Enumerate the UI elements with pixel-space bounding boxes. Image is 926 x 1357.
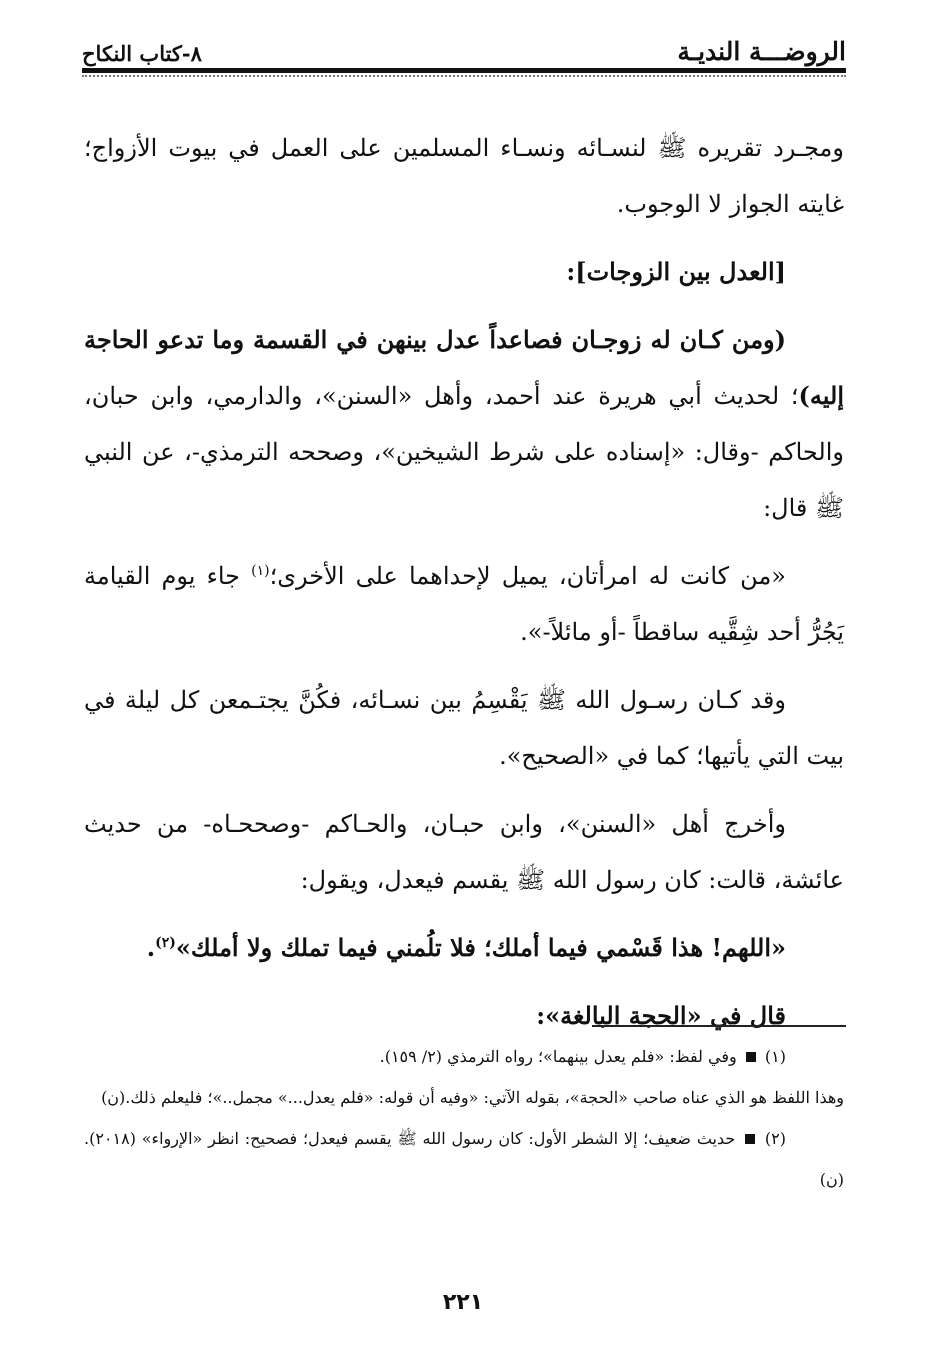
chapter-title: ٨-كتاب النكاح xyxy=(82,41,202,66)
hadith-2-text: «اللهم! هذا قَسْمي فيما أملك؛ فلا تلُمني فيما تملك ولا أملك» xyxy=(175,933,786,962)
paragraph-1: ومجـرد تقريره ﷺ لنسـائه ونسـاء المسلمين على العمل في بيوت الأزواج؛ غايته الجواز لا الوجوب. xyxy=(84,134,844,218)
footnote-1-line-1 xyxy=(84,1036,844,1077)
commentary-text: ؛ لحديث أبي هريرة عند أحمد، وأهل «السنن»، والدارمي، وابن حبان، والحاكم -وقال: «إسناده على شرط الشيخين»، وصححه الترمذي-، عن النبي ﷺ قال: xyxy=(84,382,844,522)
footnote-2-text: حديث ضعيف؛ إلا الشطر الأول: كان رسول الله ﷺ يقسم فيعدل؛ فصحيح: انظر «الإرواء» (٢٠١٨). (ن) xyxy=(84,1129,844,1189)
paragraph-8: قال في «الحجة البالغة»: xyxy=(536,1001,786,1030)
footnotes xyxy=(84,1036,844,1200)
matn-text: (ومن كـان له زوجـان فصاعداً عدل بينهن في القسمة وما تدعو الحاجة إليه) xyxy=(84,325,844,410)
footnote-separator xyxy=(592,1025,846,1027)
hadith-1-part-a: «من كانت له امرأتان، يميل لإحداهما على الأخرى؛ xyxy=(269,562,786,590)
main-text xyxy=(84,120,844,1056)
square-marker-icon xyxy=(746,1052,756,1062)
paragraph-5: وقد كـان رسـول الله ﷺ يَقْسِمُ بين نسـائه، فكُنَّ يجتـمعن كل ليلة في بيت التي يأتيها؛ كما في «الصحيح». xyxy=(84,686,844,770)
footnote-ref-2: (٢) xyxy=(155,935,176,951)
hadith-2-end: . xyxy=(146,933,156,962)
footnote-1-number: (١) xyxy=(764,1047,786,1066)
page-number: ٢٢١ xyxy=(442,1290,484,1315)
paragraph-6: وأخرج أهل «السنن»، وابن حبـان، والحـاكم -وصححـاه- من حديث عائشة، قالت: كان رسول الله ﷺ يقسم فيعدل، ويقول: xyxy=(84,810,844,894)
book-title: الروضـــة النديـة xyxy=(677,37,846,66)
page-header xyxy=(82,26,846,66)
footnote-ref-1: (١) xyxy=(251,563,270,579)
hadith-1 xyxy=(84,548,844,660)
footnote-1-line-2: وهذا اللفظ هو الذي عناه صاحب «الحجة»، بقوله الآتي: «وفيه أن قوله: «فلم يعدل...» مجمل..»؛ فليعلم ذلك.(ن) xyxy=(101,1088,844,1107)
footnote-2-number: (٢) xyxy=(764,1129,786,1148)
footnote-2 xyxy=(84,1118,844,1200)
section-heading: [العدل بين الزوجات]: xyxy=(566,257,786,286)
paragraph-3 xyxy=(84,312,844,536)
hadith-1-part-b: جاء يوم القيامة يَجُرُّ أحد شِقَّيه ساقطاً -أو مائلاً-». xyxy=(84,562,844,646)
hadith-2 xyxy=(84,920,844,976)
square-marker-icon xyxy=(745,1134,755,1144)
header-rule xyxy=(82,68,846,73)
header-dotted-rule xyxy=(82,75,846,77)
footnote-1-text: وفي لفظ: «فلم يعدل بينهما»؛ رواه الترمذي (٢/ ١٥٩). xyxy=(379,1047,737,1066)
